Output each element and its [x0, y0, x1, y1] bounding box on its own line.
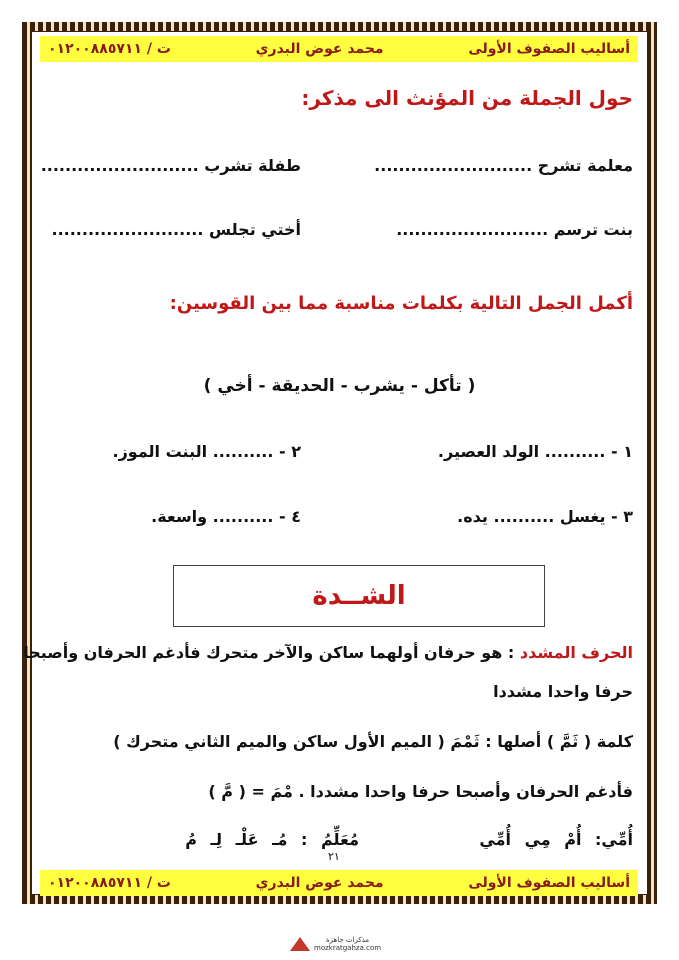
header-banner	[40, 36, 638, 62]
logo-icon	[290, 937, 310, 951]
sentence-1: ١ - .......... الولد العصير.	[437, 442, 633, 461]
lesson-title-box	[173, 565, 545, 627]
section2-heading: أكمل الجمل التالية بكلمات مناسبة مما بين القوسين:	[169, 293, 633, 314]
exercise-item-4: أختي تجلس .........................	[51, 220, 301, 239]
sentence-2: ٢ - .......... البنت الموز.	[112, 442, 301, 461]
lesson-title: الشــدة	[312, 581, 406, 611]
definition-continuation: حرفا واحدا مشددا	[493, 682, 633, 701]
sentence-3: ٣ - يغسل .......... يده.	[457, 507, 633, 526]
example-2: فأدغم الحرفان وأصبحا حرفا واحدا مشددا . مْمَ = ( مَّ )	[208, 782, 633, 801]
footer-banner	[40, 870, 638, 896]
site-logo	[290, 936, 381, 952]
exercise-item-2: طفلة تشرب ..........................	[40, 156, 301, 175]
header-author: محمد عوض البدري	[255, 41, 384, 57]
sentence-4: ٤ - .......... واسعة.	[151, 507, 301, 526]
exercise-item-3: بنت ترسم .........................	[396, 220, 633, 239]
exercise-item-1: معلمة تشرح ..........................	[374, 156, 633, 175]
example-3a: أُمِّي: أُمْ مِي أُمِّي	[479, 830, 633, 849]
footer-phone: ت / ٠١٢٠٠٨٨٥٧١١	[48, 875, 171, 891]
header-title: أساليب الصفوف الأولى	[468, 41, 630, 57]
definition-term: الحرف المشدد	[519, 643, 633, 662]
word-bank: ( تأكل - يشرب - الحديقة - أخي )	[203, 376, 476, 396]
example-3b: مُعَلِّمُ : مُـ عَلْـ لِـ مُ	[185, 830, 359, 849]
page-number: ٢١	[328, 850, 340, 863]
definition-line	[23, 643, 633, 662]
section1-heading: حول الجملة من المؤنث الى مذكر:	[301, 86, 633, 110]
header-phone: ت / ٠١٢٠٠٨٨٥٧١١	[48, 41, 171, 57]
example-1: كلمة ( ثَمَّ ) أصلها : ثَمْمَ ( الميم الأول ساكن والميم الثاني متحرك )	[113, 732, 633, 751]
logo-name: مذكرات جاهزة	[326, 936, 370, 944]
footer-author: محمد عوض البدري	[255, 875, 384, 891]
logo-url: mozkratgahza.com	[314, 944, 382, 952]
definition-text: : هو حرفان أولهما ساكن والآخر متحرك فأدغم الحرفان وأصبحا	[23, 643, 515, 662]
footer-title: أساليب الصفوف الأولى	[468, 875, 630, 891]
page-border	[22, 22, 657, 904]
